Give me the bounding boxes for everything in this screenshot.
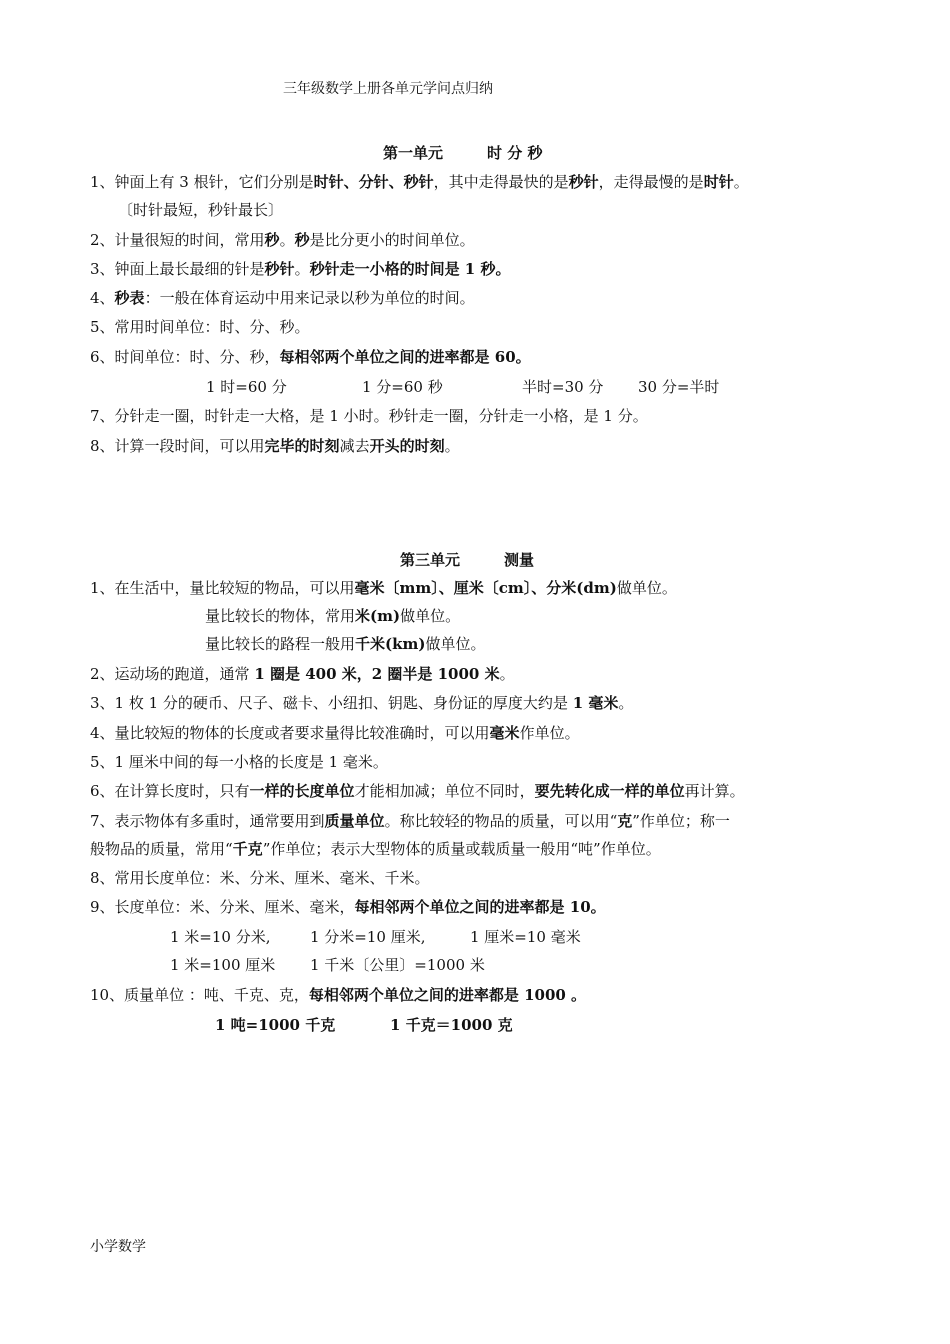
text-run: 。 [618, 694, 634, 712]
unit3-example-1a: 1 米=10 分米, [170, 928, 271, 946]
unit1-item-7 [90, 406, 648, 426]
text-run: 量比较长的路程一般用 [205, 635, 356, 653]
text-run: 。 [279, 231, 295, 249]
unit1-item-8 [90, 436, 460, 456]
text-run: 秒针走一小格的时间是 1 秒。 [309, 260, 511, 278]
text-run: ，其中走得最快的是 [433, 173, 569, 191]
text-run: 4、 [90, 289, 115, 307]
unit1-item-2 [90, 230, 475, 250]
unit1-item-6 [90, 347, 531, 367]
unit3-item-10 [90, 985, 586, 1005]
text-run: 。 [444, 437, 460, 455]
text-run: 7、表示物体有多重时，通常要用到 [90, 812, 325, 830]
text-run: 2、运动场的跑道，通常 [90, 665, 255, 683]
text-run: 毫米 [489, 724, 520, 742]
unit3-item-6 [90, 781, 745, 801]
document-title: 三年级数学上册各单元学问点归纳 [283, 81, 493, 97]
unit3-item-5 [90, 752, 388, 772]
text-run: 是比分更小的时间单位。 [309, 231, 475, 249]
unit3-item-2 [90, 664, 515, 684]
text-run: 做单位。 [425, 635, 486, 653]
text-run: 2、计量很短的时间，常用 [90, 231, 265, 249]
text-run: 时针、分针、秒针 [313, 173, 434, 191]
unit3-item-7 [90, 811, 730, 831]
text-run: 1、在生活中，量比较短的物品，可以用 [90, 579, 355, 597]
unit3-item-3 [90, 693, 633, 713]
unit3-example-1b: 1 分米=10 厘米, [310, 928, 426, 946]
text-run: 米(m) [355, 607, 401, 625]
text-run: 秒针 [568, 173, 599, 191]
text-run: 要先转化成一样的单位 [534, 782, 685, 800]
text-run: 千克 [232, 840, 263, 858]
text-run: 秒针 [264, 260, 295, 278]
text-run: 秒 [264, 231, 280, 249]
unit3-example-2b: 1 千米〔公里〕=1000 米 [310, 956, 485, 974]
text-run: 5、常用时间单位：时、分、秒。 [90, 318, 310, 336]
unit1-example-2: 1 分=60 秒 [362, 378, 443, 396]
text-run: 。 [499, 665, 515, 683]
text-run: 每相邻两个单位之间的进率都是 60。 [279, 348, 531, 366]
unit3-example-3a: 1 吨=1000 千克 [215, 1016, 336, 1034]
text-run: 9、长度单位：米、分米、厘米、毫米， [90, 898, 355, 916]
text-run: 才能相加减；单位不同时， [354, 782, 535, 800]
text-run: ：一般在体育运动中用来记录以秒为单位的时间。 [144, 289, 475, 307]
text-run: 开头的时刻 [369, 437, 445, 455]
text-run: 一样的长度单位 [249, 782, 355, 800]
text-run: 3、钟面上最长最细的针是 [90, 260, 265, 278]
text-run: 〔时针最短，秒针最长〕 [118, 201, 284, 219]
unit3-example-2a: 1 米=100 厘米 [170, 956, 276, 974]
text-run: 6、时间单位：时、分、秒， [90, 348, 280, 366]
text-run: 每相邻两个单位之间的进率都是 1000 。 [308, 986, 587, 1004]
unit3-item-1-b [205, 606, 460, 626]
unit1-item-5 [90, 317, 310, 337]
unit1-item-1-note [118, 200, 283, 220]
text-run: ”作单位；表示大型物体的质量或载质量一般用“吨”作单位。 [262, 840, 661, 858]
text-run: 量比较长的物体，常用 [205, 607, 356, 625]
text-run: 做单位。 [616, 579, 677, 597]
text-run: 般物品的质量，常用“ [90, 840, 233, 858]
text-run: 1 圈是 400 米，2 圈半是 1000 米 [254, 665, 500, 683]
unit1-example-1: 1 时=60 分 [206, 378, 287, 396]
text-run: 秒 [294, 231, 310, 249]
unit1-item-3 [90, 259, 510, 279]
text-run: 8、计算一段时间，可以用 [90, 437, 265, 455]
unit3-item-4 [90, 723, 580, 743]
unit3-item-8 [90, 868, 430, 888]
unit1-example-4: 30 分=半时 [638, 378, 720, 396]
unit1-item-4 [90, 288, 475, 308]
text-run: 。 [294, 260, 310, 278]
unit3-title-topic: 测量 [504, 551, 535, 569]
text-run: 完毕的时刻 [264, 437, 340, 455]
unit3-title [400, 549, 534, 570]
text-run: 10、质量单位 ：吨、千克、克， [90, 986, 309, 1004]
unit1-title [383, 142, 542, 163]
page-footer: 小学数学 [90, 1239, 146, 1255]
unit3-title-name: 第三单元 [400, 551, 461, 569]
unit3-item-1 [90, 578, 677, 598]
text-run: 质量单位 [324, 812, 385, 830]
unit3-example-1c: 1 厘米=10 毫米 [470, 928, 581, 946]
text-run: 。称比较轻的物品的质量，可以用“ [384, 812, 618, 830]
text-run: 作单位。 [519, 724, 580, 742]
text-run: 千米(km) [355, 635, 426, 653]
unit1-title-topic: 时 分 秒 [487, 144, 543, 162]
text-run: 减去 [339, 437, 370, 455]
text-run: 时针 [703, 173, 734, 191]
text-run: 8、常用长度单位：米、分米、厘米、毫米、千米。 [90, 869, 430, 887]
unit3-example-3b: 1 千克＝1000 克 [390, 1016, 513, 1034]
unit1-title-name: 第一单元 [383, 144, 444, 162]
text-run: 每相邻两个单位之间的进率都是 10。 [354, 898, 606, 916]
text-run: 3、1 枚 1 分的硬币、尺子、磁卡、小纽扣、钥匙、身份证的厚度大约是 [90, 694, 573, 712]
text-run: 再计算。 [684, 782, 745, 800]
text-run: 做单位。 [400, 607, 461, 625]
text-run: 5、1 厘米中间的每一小格的长度是 1 毫米。 [90, 753, 388, 771]
text-run: 克 [617, 812, 633, 830]
text-run: 秒表 [114, 289, 145, 307]
text-run: 。 [733, 173, 749, 191]
unit3-item-9 [90, 897, 606, 917]
text-run: 4、量比较短的物体的长度或者要求量得比较准确时，可以用 [90, 724, 490, 742]
unit1-item-1 [90, 172, 749, 192]
text-run: 7、分针走一圈，时针走一大格，是 1 小时。秒针走一圈，分针走一小格，是 1 分。 [90, 407, 648, 425]
text-run: 1、钟面上有 3 根针，它们分别是 [90, 173, 314, 191]
text-run: 1 毫米 [572, 694, 619, 712]
text-run: 毫米〔mm〕、厘米〔cm〕、分米(dm) [354, 579, 617, 597]
unit1-example-3: 半时=30 分 [522, 378, 604, 396]
unit3-item-7-cont [90, 839, 661, 859]
text-run: ”作单位；称一 [632, 812, 730, 830]
text-run: 6、在计算长度时，只有 [90, 782, 250, 800]
unit3-item-1-c [205, 634, 486, 654]
text-run: ，走得最慢的是 [598, 173, 704, 191]
